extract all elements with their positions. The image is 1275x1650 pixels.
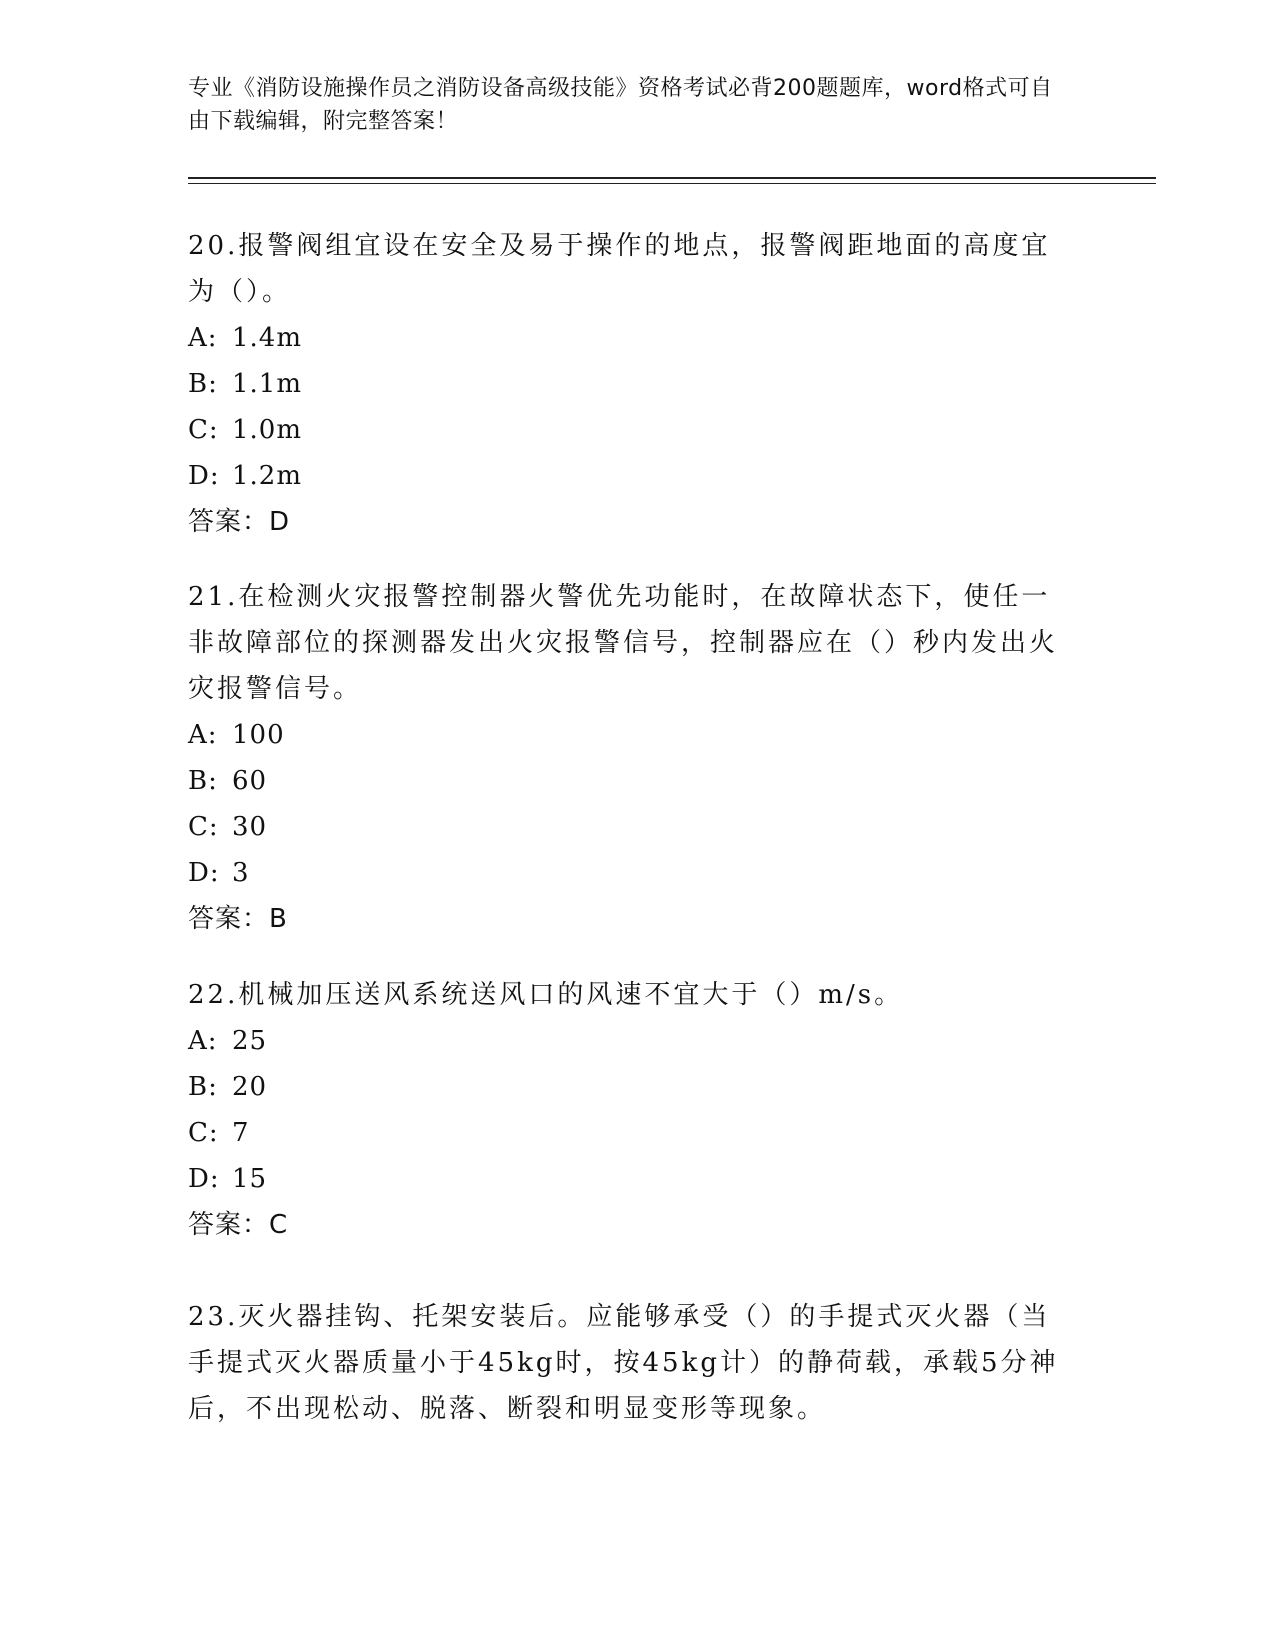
option-letter: C:: [188, 415, 219, 445]
option-a: [188, 712, 1078, 758]
option-letter: B:: [188, 1072, 218, 1102]
option-text: 30: [232, 812, 268, 842]
option-d: [188, 453, 1078, 499]
option-letter: D:: [188, 1164, 220, 1194]
option-c: [188, 407, 1078, 453]
option-b: [188, 361, 1078, 407]
option-letter: B:: [188, 369, 218, 399]
option-letter: C:: [188, 812, 219, 842]
option-a: [188, 315, 1078, 361]
option-c: [188, 1110, 1078, 1156]
answer: 答案：D: [188, 507, 291, 537]
option-text: 1.4m: [232, 323, 303, 353]
option-text: 25: [232, 1026, 268, 1056]
option-text: 3: [232, 858, 250, 888]
option-letter: D:: [188, 858, 220, 888]
option-text: 100: [232, 720, 285, 750]
option-letter: A:: [188, 1026, 218, 1056]
option-letter: B:: [188, 766, 218, 796]
question-stem: 23.灭火器挂钩、托架安装后。应能够承受（）的手提式灭火器（当手提式灭火器质量小于45kg时，按45kg计）的静荷载，承载5分神后，不出现松动、脱落、断裂和明显变形等现象。: [188, 1302, 1059, 1424]
question-21: [188, 574, 1078, 942]
option-letter: C:: [188, 1118, 219, 1148]
option-letter: A:: [188, 720, 218, 750]
question-stem: 21.在检测火灾报警控制器火警优先功能时，在故障状态下，使任一非故障部位的探测器发出火灾报警信号，控制器应在（）秒内发出火灾报警信号。: [188, 582, 1059, 704]
option-b: [188, 1064, 1078, 1110]
option-a: [188, 1018, 1078, 1064]
option-b: [188, 758, 1078, 804]
option-text: 1.0m: [232, 415, 303, 445]
header-divider-thin: [188, 183, 1156, 184]
option-text: 7: [232, 1118, 250, 1148]
question-20: [188, 223, 1078, 545]
option-letter: D:: [188, 461, 220, 491]
option-text: 15: [232, 1164, 268, 1194]
question-stem: 20.报警阀组宜设在安全及易于操作的地点，报警阀距地面的高度宜为（）。: [188, 231, 1051, 307]
option-letter: A:: [188, 323, 218, 353]
answer: 答案：B: [188, 904, 288, 934]
answer: 答案：C: [188, 1210, 289, 1240]
option-text: 1.1m: [232, 369, 303, 399]
question-22: [188, 972, 1078, 1248]
question-23: [188, 1294, 1078, 1432]
option-text: 20: [232, 1072, 268, 1102]
header-divider: [188, 177, 1156, 179]
question-stem: 22.机械加压送风系统送风口的风速不宜大于（）m/s。: [188, 980, 904, 1010]
option-d: [188, 1156, 1078, 1202]
option-d: [188, 850, 1078, 896]
option-text: 1.2m: [232, 461, 303, 491]
document-header: 专业《消防设施操作员之消防设备高级技能》资格考试必背200题题库，word格式可自由下载编辑，附完整答案！: [188, 76, 1053, 134]
option-c: [188, 804, 1078, 850]
option-text: 60: [232, 766, 268, 796]
